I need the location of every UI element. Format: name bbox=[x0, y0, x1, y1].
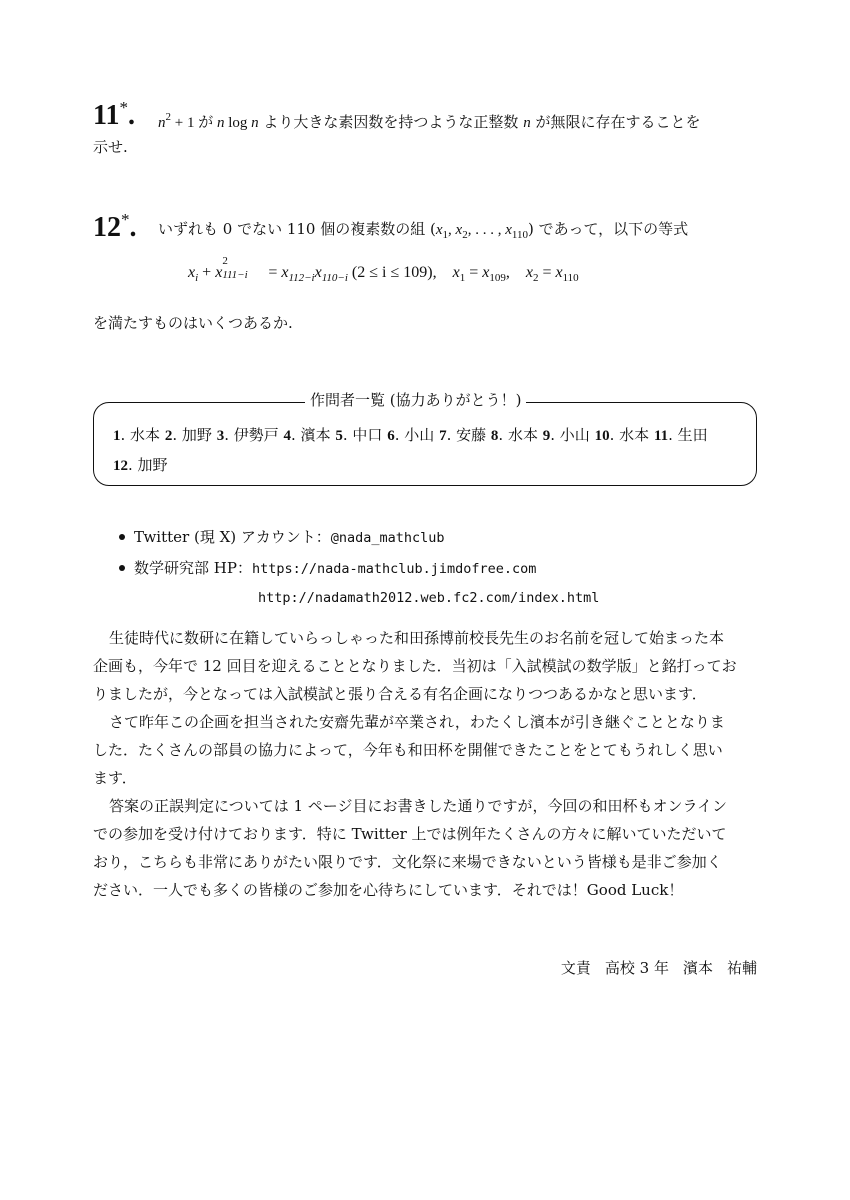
problem-12-text-line3: を満たすものはいくつあるか. bbox=[93, 314, 293, 332]
signature: 文責 高校 3 年 濱本 祐輔 bbox=[560, 959, 757, 977]
twitter-handle[interactable]: @nada_mathclub bbox=[330, 530, 445, 546]
authors-line2: 12. 加野 bbox=[113, 456, 168, 474]
bullet-icon bbox=[119, 565, 125, 571]
homepage-link-1[interactable]: https://nada-mathclub.jimdofree.com bbox=[251, 561, 537, 577]
problem-12-number: 12*. bbox=[93, 210, 137, 243]
message-paragraph-3: 答案の正誤判定については 1 ページ目にお書きした通りですが，今回の和田杯もオンライン での参加を受け付けております．特に Twitter 上では例年たくさんの方々に解いていただいて おり，こちらも非常にありがたい限りです．文化祭に来場できないという皆様も是非ご参加く ださい．一人でも多くの皆様のご参加を心待ちにしています．それでは！Good Luck！ bbox=[93, 797, 728, 899]
problem-11-text-line1: $n^2 + 1$ が n log n より大きな素因数を持つような正整数 n が無限に存在することを bbox=[158, 111, 701, 131]
bullet-icon bbox=[119, 534, 125, 540]
authors-box-title: 作問者一覧 (協力ありがとう！) bbox=[305, 389, 526, 410]
twitter-line: Twitter (現 X) アカウント：@nada_mathclub bbox=[134, 528, 445, 546]
problem-12-text-line1: いずれも 0 でない 110 個の複素数の組 ($x_1$, $x_2$, . . . , $x_{110}$) であって，以下の等式 bbox=[158, 220, 689, 241]
problem-11-number: 11*. bbox=[93, 98, 135, 131]
authors-line1: 1. 水本 2. 加野 3. 伊勢戸 4. 濱本 5. 中口 6. 小山 7. 安藤 8. 水本 9. 小山 10. 水本 11. 生田 bbox=[113, 426, 708, 444]
homepage-link-2[interactable]: http://nadamath2012.web.fc2.com/index.html bbox=[258, 590, 600, 606]
message-paragraph-1: 生徒時代に数研に在籍していらっしゃった和田孫博前校長先生のお名前を冠して始まった本 企画も，今年で 12 回目を迎えることとなりました．当初は「入試模試の数学版」と銘打ってお りましたが，今となっては入試模試と張り合える有名企画になりつつあるかなと思います． bbox=[93, 629, 737, 703]
problem-11-text-line2: 示せ. bbox=[93, 138, 128, 156]
problem-12-equation: $x_i + x$ 2 111−i = $x_{112-i}x_{110-i}$ (2 ≤ i ≤ 109), $x_1 = x_{109}$, $x_2 = x_{110}$ bbox=[188, 255, 579, 284]
homepage-line: 数学研究部 HP：https://nada-mathclub.jimdofree.com bbox=[134, 559, 537, 577]
message-paragraph-2: さて昨年この企画を担当された安齋先輩が卒業され，わたくし濱本が引き継ぐこととなりま した．たくさんの部員の協力によって，今年も和田杯を開催できたことをとてもうれしく思い ます． bbox=[93, 713, 725, 787]
